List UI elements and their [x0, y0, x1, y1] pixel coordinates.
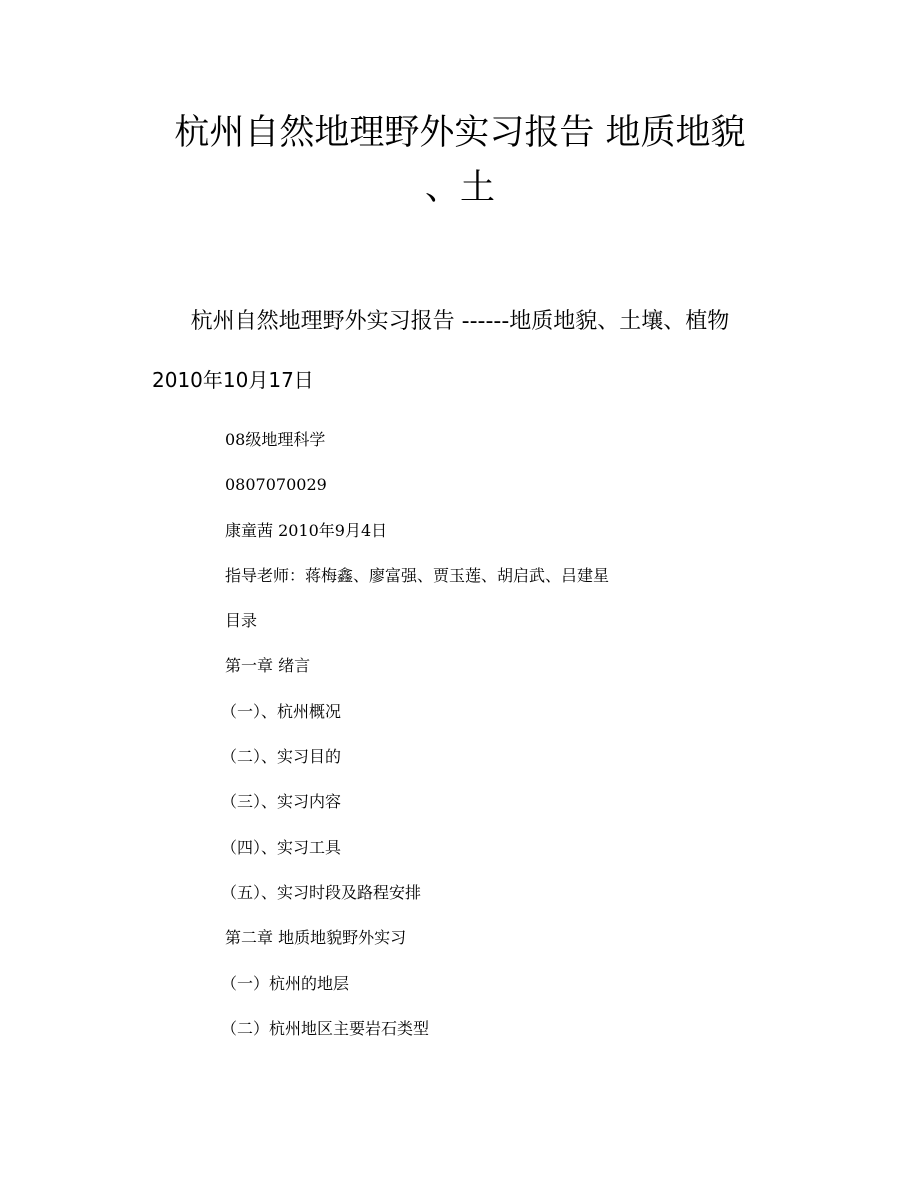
author-date-line: 康童茜 2010年9月4日: [225, 520, 388, 540]
student-id-line: 0807070029: [225, 475, 327, 495]
document-title: [100, 106, 820, 216]
toc-item-chapter-2: 第二章 地质地貌野外实习: [225, 928, 407, 948]
toc-item: （二）杭州地区主要岩石类型: [221, 1018, 430, 1038]
toc-item: （一）杭州的地层: [221, 973, 350, 993]
advisors-line: 指导老师：蒋梅鑫、廖富强、贾玉莲、胡启武、吕建星: [225, 565, 610, 585]
report-date: 2010年10月17日: [152, 368, 314, 392]
toc-item: （一）、杭州概况: [221, 701, 342, 721]
toc-item-chapter-1: 第一章 绪言: [225, 656, 311, 676]
toc-item: （三）、实习内容: [221, 792, 342, 812]
document-title-line-1: 杭州自然地理野外实习报告 地质地貌: [174, 113, 746, 153]
toc-item: （四）、实习工具: [221, 837, 342, 857]
toc-heading: 目录: [225, 611, 258, 631]
document-title-line-2: 、土: [424, 168, 495, 208]
report-body: [221, 424, 610, 1058]
class-line: 08级地理科学: [225, 430, 326, 449]
document-subtitle: 杭州自然地理野外实习报告 ------地质地貌、土壤、植物: [190, 309, 730, 334]
toc-item: （五）、实习时段及路程安排: [221, 882, 422, 902]
toc-item: （二）、实习目的: [221, 747, 342, 767]
